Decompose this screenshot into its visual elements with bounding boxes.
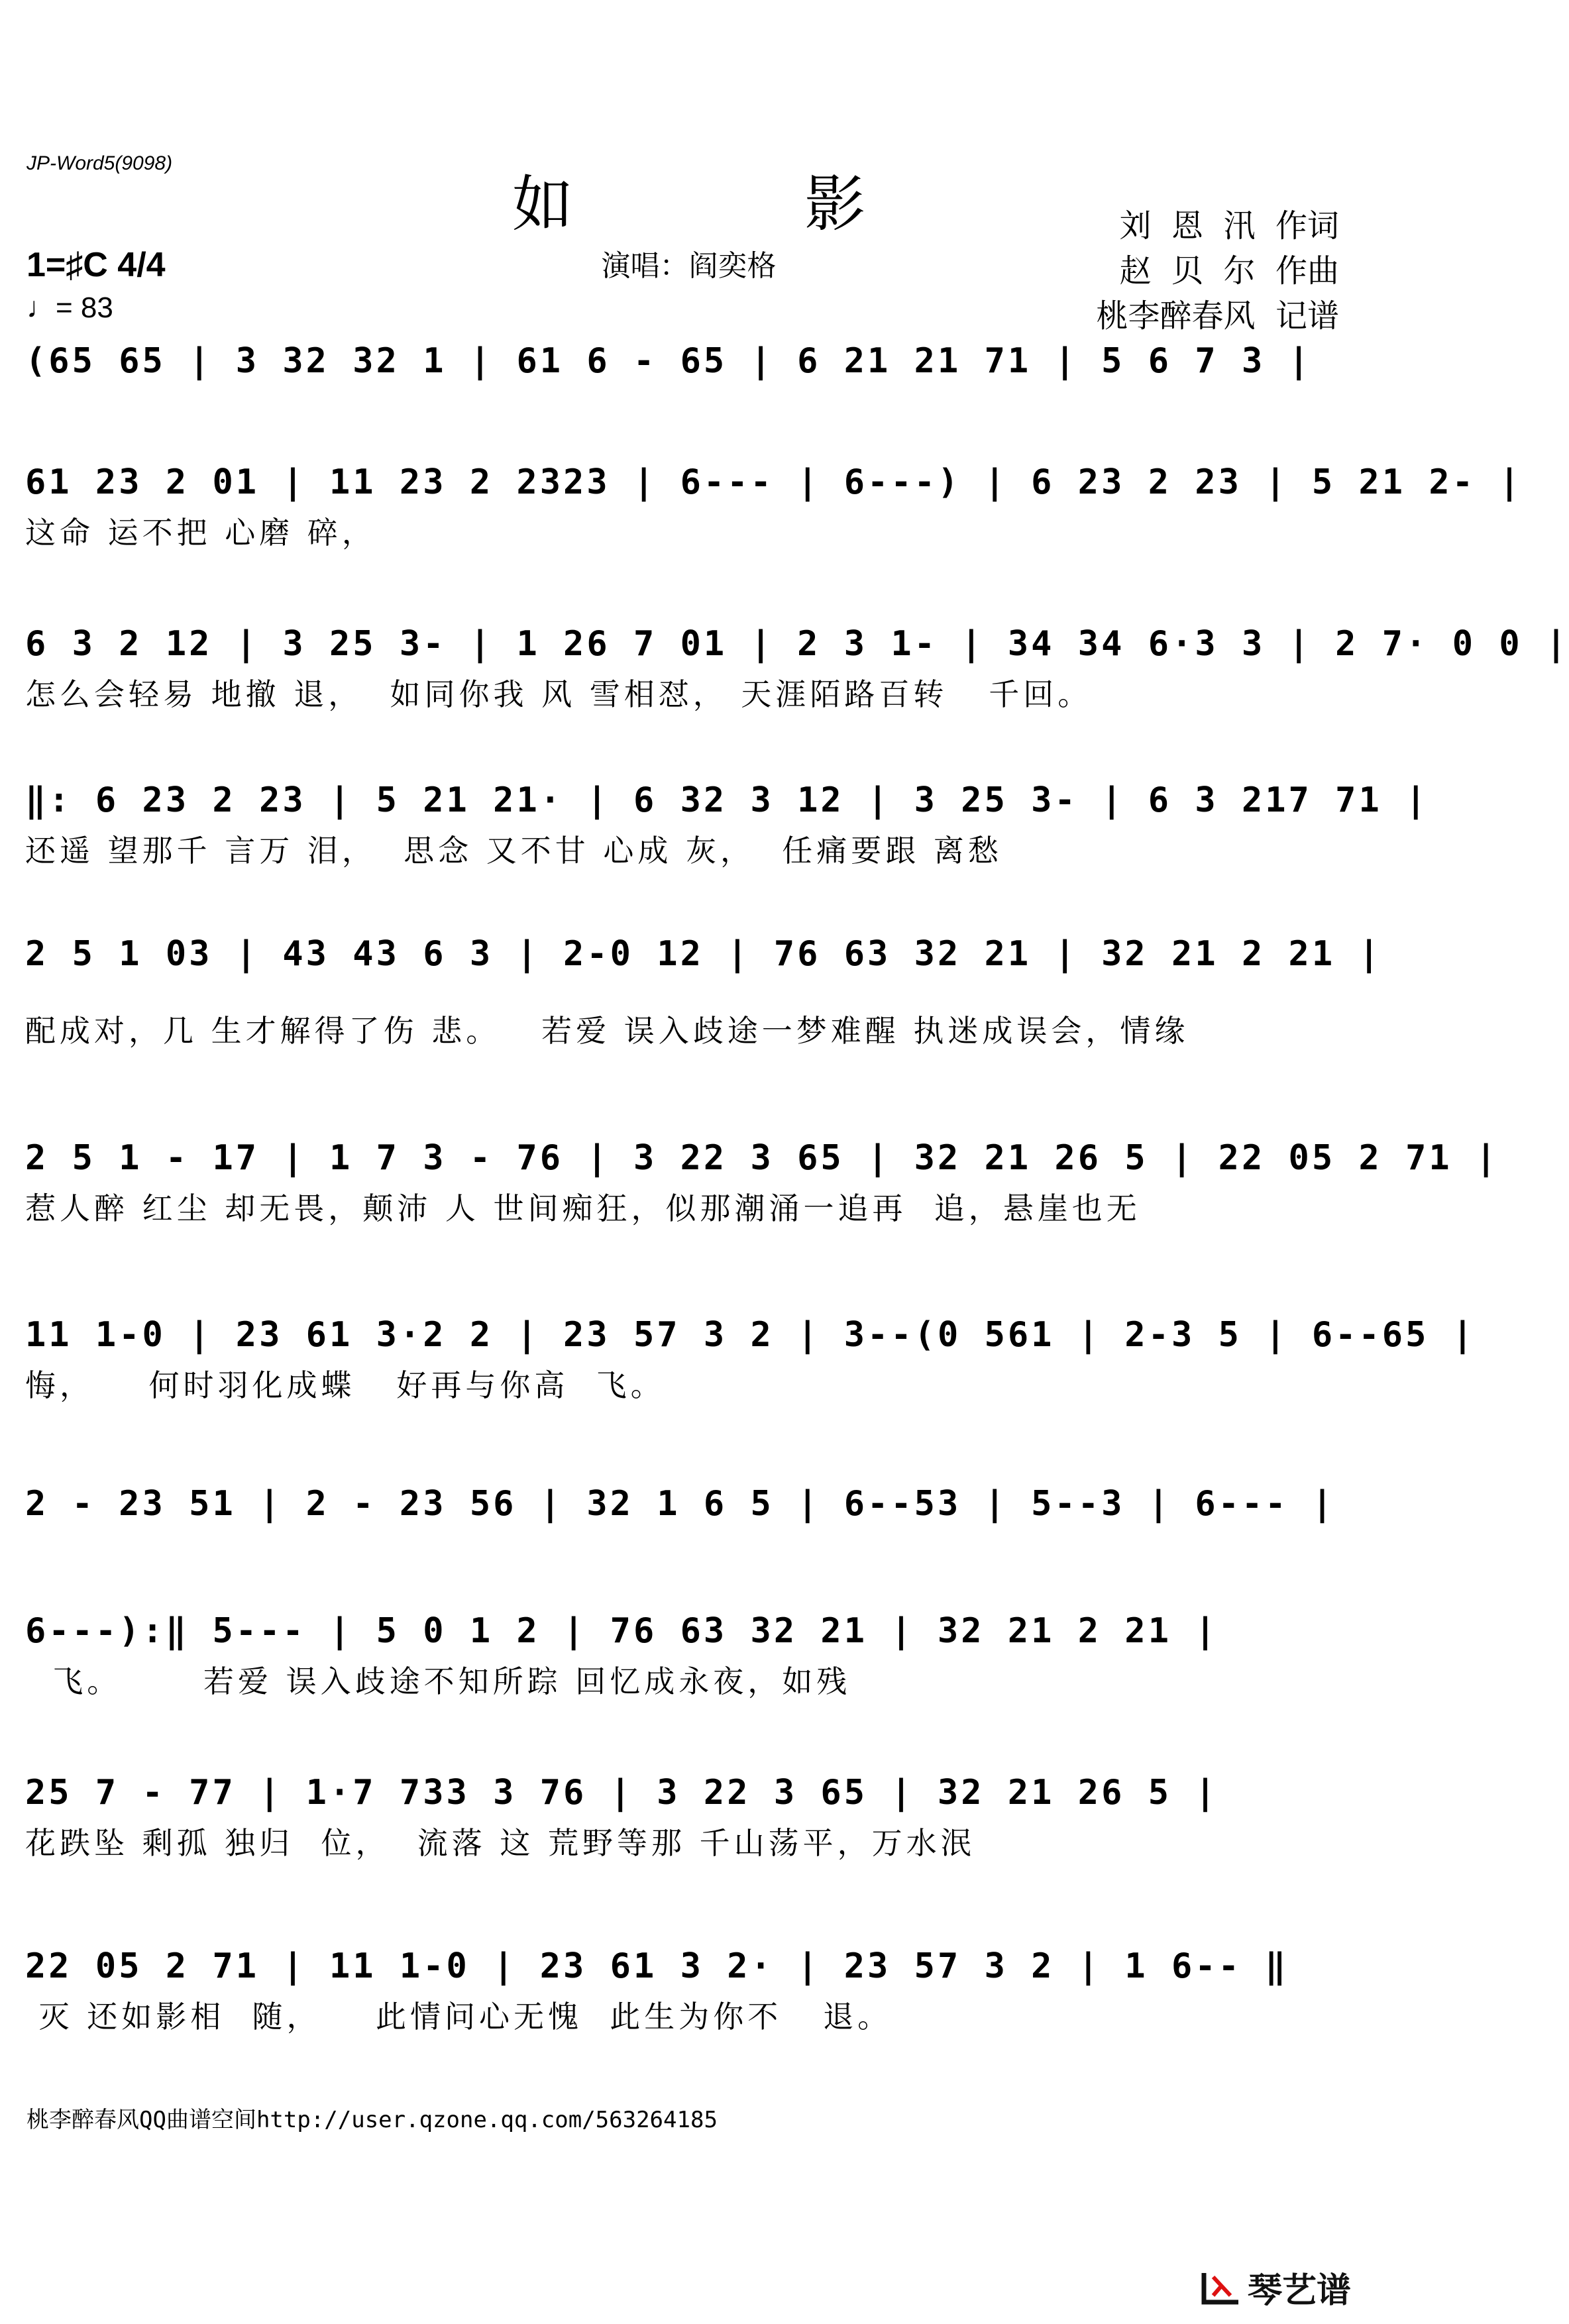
transcriber-credit: 桃李醉春风 记谱	[1096, 297, 1339, 335]
score-system-2	[25, 462, 1523, 551]
score-system-4	[25, 780, 1429, 869]
lyric-line	[25, 388, 1352, 429]
notation-line: ‖: 6 23 2 23 | 5 21 21· | 6 32 3 12 | 3 25 3- | 6 3 217 71 |	[25, 780, 1429, 820]
lyric-line: 怎么会轻易 地撤 退， 如同你我 风 雪相怼， 天涯陌路百转 千回。	[25, 676, 1093, 712]
notation-line: 2 - 23 51 | 2 - 23 56 | 32 1 6 5 | 6--53 | 5--3 | 6--- |	[25, 1484, 1336, 1524]
notation-line: 2 5 1 - 17 | 1 7 3 - 76 | 3 22 3 65 | 32 21 26 5 | 22 05 2 71 |	[25, 1138, 1499, 1178]
footer-source-link[interactable]: 桃李醉春风QQ曲谱空间http://user.qzone.qq.com/563264185	[27, 2107, 718, 2133]
singer-label: 演唱：阎奕格	[601, 249, 777, 283]
notation-line: 6---):‖ 5--- | 5 0 1 2 | 76 63 32 21 | 32 21 2 21 |	[25, 1611, 1218, 1651]
notation-line: 25 7 - 77 | 1·7 733 3 76 | 3 22 3 65 | 32 21 26 5 |	[25, 1773, 1218, 1813]
score-system-3	[25, 624, 1569, 712]
score-system-1	[25, 341, 1352, 429]
lyric-line: 配成对，几 生才解得了伤 悲。 若爱 误入歧途一梦难醒 执迷成误会，情缘	[25, 1013, 1189, 1049]
score-system-7	[25, 1315, 1476, 1403]
score-system-6	[25, 1138, 1499, 1226]
score-system-5	[25, 934, 1382, 1049]
key-signature: 1=♯C 4/4	[27, 246, 166, 284]
notation-line: 61 23 2 01 | 11 23 2 2323 | 6--- | 6---) | 6 23 2 23 | 5 21 2- |	[25, 462, 1523, 502]
software-label: JP-Word5(9098)	[27, 152, 173, 174]
notation-line: (65 65 | 3 32 32 1 | 61 6 - 65 | 6 21 21 71 | 5 6 7 3 |	[25, 341, 1312, 381]
notation-line: 6 3 2 12 | 3 25 3- | 1 26 7 01 | 2 3 1- | 34 34 6·3 3 | 2 7· 0 0 |	[25, 624, 1569, 664]
lyric-line: 飞。 若爱 误入歧途不知所踪 回忆成永夜，如残	[25, 1664, 851, 1699]
score-system-11	[25, 1946, 1352, 2034]
song-title: 如 影	[512, 169, 972, 240]
logo-text: 琴艺谱	[1247, 2271, 1351, 2311]
lyric-line: 灭 还如影相 随， 此情问心无愧 此生为你不 退。	[25, 1999, 893, 2034]
score-system-10	[25, 1773, 1352, 1860]
score-system-9	[25, 1611, 1352, 1699]
notation-line: 22 05 2 71 | 11 1-0 | 23 61 3 2· | 23 57 3 2 | 1 6-- ‖	[25, 1946, 1289, 1986]
composer-credit: 赵 贝 尔 作曲	[1119, 252, 1339, 290]
lyric-line	[25, 1530, 1352, 1571]
lyric-line: 还遥 望那千 言万 泪， 思念 又不甘 心成 灰， 任痛要跟 离愁	[25, 833, 1002, 869]
lyricist-credit: 刘 恩 汛 作词	[1119, 207, 1339, 244]
score-system-8	[25, 1484, 1352, 1571]
site-logo	[1201, 2262, 1351, 2312]
lyric-line: 花跌坠 剩孤 独归 位， 流落 这 荒野等那 千山荡平，万水泯	[25, 1825, 975, 1861]
lyric-line: 悔， 何时羽化成蝶 好再与你高 飞。	[25, 1367, 665, 1403]
notation-line: 2 5 1 03 | 43 43 6 3 | 2-0 12 | 76 63 32 21 | 32 21 2 21 |	[25, 934, 1382, 974]
piano-logo-icon	[1201, 2269, 1241, 2306]
notation-line: 11 1-0 | 23 61 3·2 2 | 23 57 3 2 | 3--(0 561 | 2-3 5 | 6--65 |	[25, 1315, 1476, 1355]
lyric-line: 惹人醉 红尘 却无畏，颠沛 人 世间痴狂，似那潮涌一追再 追，悬崖也无	[25, 1190, 1141, 1226]
tempo-marking: ♩= 83	[27, 291, 113, 324]
lyric-line: 这命 运不把 心磨 碎，	[25, 515, 376, 551]
